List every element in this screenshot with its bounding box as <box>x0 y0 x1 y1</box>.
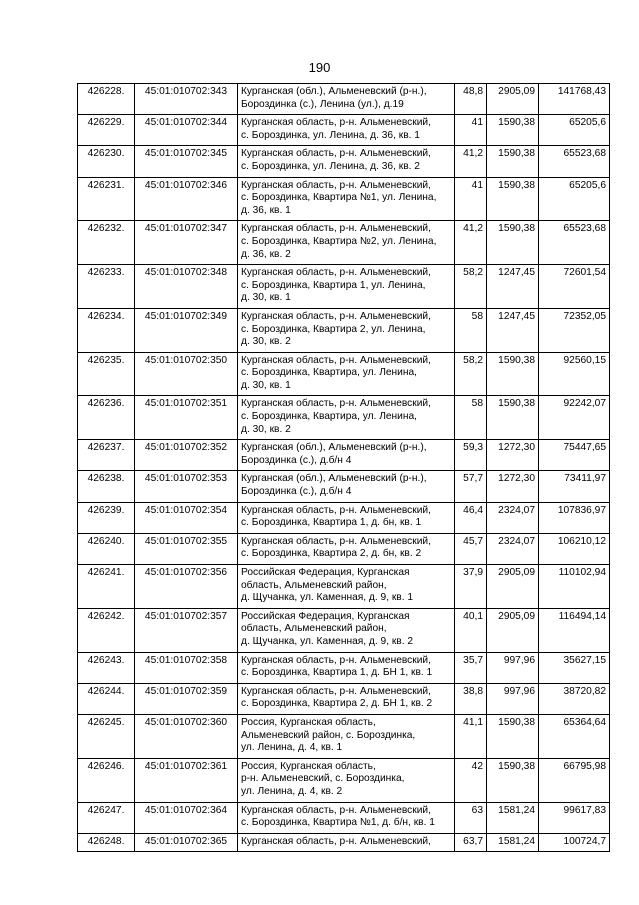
cadastral-number-cell: 45:01:010702:343 <box>135 84 238 115</box>
address-cell: Курганская область, р-н. Альменевский, с. Бороздинка, Квартира, ул. Ленина, д. 30, кв. 2 <box>238 396 455 440</box>
cadastral-value-cell: 100724,7 <box>539 833 610 852</box>
table-row <box>78 221 610 265</box>
cadastral-number-cell: 45:01:010702:356 <box>135 565 238 609</box>
address-cell: Россия, Курганская область, р-н. Альменевский, с. Бороздинка, ул. Ленина, д. 4, кв. 2 <box>238 758 455 802</box>
rate-cell: 997,96 <box>487 652 539 683</box>
table-row <box>78 440 610 471</box>
table-row <box>78 177 610 221</box>
address-cell: Курганская область, р-н. Альменевский, с. Бороздинка, Квартира №2, ул. Ленина, д. 36, кв. 2 <box>238 221 455 265</box>
table-row <box>78 565 610 609</box>
row-number-cell: 426241. <box>78 565 135 609</box>
cadastral-value-cell: 72601,54 <box>539 265 610 309</box>
rate-cell: 1272,30 <box>487 471 539 502</box>
table-row <box>78 471 610 502</box>
table-row <box>78 146 610 177</box>
address-cell: Курганская область, р-н. Альменевский, с. Бороздинка, Квартира 2, д. БН 1, кв. 2 <box>238 683 455 714</box>
table-row <box>78 802 610 833</box>
rate-cell: 1590,38 <box>487 146 539 177</box>
row-number-cell: 426239. <box>78 502 135 533</box>
rate-cell: 1590,38 <box>487 352 539 396</box>
table-row <box>78 683 610 714</box>
row-number-cell: 426246. <box>78 758 135 802</box>
area-cell: 35,7 <box>455 652 487 683</box>
address-cell: Россия, Курганская область, Альменевский район, с. Бороздинка, ул. Ленина, д. 4, кв. 1 <box>238 714 455 758</box>
cadastral-value-cell: 106210,12 <box>539 533 610 564</box>
address-cell: Курганская область, р-н. Альменевский, с. Бороздинка, Квартира 2, д. бн, кв. 2 <box>238 533 455 564</box>
cadastral-number-cell: 45:01:010702:346 <box>135 177 238 221</box>
table-row <box>78 265 610 309</box>
row-number-cell: 426242. <box>78 608 135 652</box>
cadastral-value-cell: 72352,05 <box>539 308 610 352</box>
rate-cell: 1247,45 <box>487 265 539 309</box>
cadastral-number-cell: 45:01:010702:345 <box>135 146 238 177</box>
rate-cell: 2324,07 <box>487 533 539 564</box>
address-cell: Курганская область, р-н. Альменевский, с. Бороздинка, ул. Ленина, д. 36, кв. 1 <box>238 115 455 146</box>
rate-cell: 1590,38 <box>487 115 539 146</box>
address-cell: Курганская область, р-н. Альменевский, с. Бороздинка, Квартира 2, ул. Ленина, д. 30, кв. 2 <box>238 308 455 352</box>
cadastral-number-cell: 45:01:010702:355 <box>135 533 238 564</box>
area-cell: 59,3 <box>455 440 487 471</box>
row-number-cell: 426244. <box>78 683 135 714</box>
row-number-cell: 426232. <box>78 221 135 265</box>
cadastral-number-cell: 45:01:010702:365 <box>135 833 238 852</box>
rate-cell: 1247,45 <box>487 308 539 352</box>
row-number-cell: 426237. <box>78 440 135 471</box>
address-cell: Курганская область, р-н. Альменевский, с. Бороздинка, Квартира 1, ул. Ленина, д. 30, кв. 1 <box>238 265 455 309</box>
address-cell: Российская Федерация, Курганская область, Альменевский район, д. Щучанка, ул. Каменная, д. 9, кв. 2 <box>238 608 455 652</box>
address-cell: Курганская область, р-н. Альменевский, с. Бороздинка, Квартира №1, ул. Ленина, д. 36, кв. 1 <box>238 177 455 221</box>
cadastral-value-cell: 92242,07 <box>539 396 610 440</box>
row-number-cell: 426230. <box>78 146 135 177</box>
cadastral-number-cell: 45:01:010702:361 <box>135 758 238 802</box>
table-row <box>78 308 610 352</box>
table-row <box>78 502 610 533</box>
row-number-cell: 426231. <box>78 177 135 221</box>
cadastral-number-cell: 45:01:010702:358 <box>135 652 238 683</box>
cadastral-number-cell: 45:01:010702:357 <box>135 608 238 652</box>
cadastral-number-cell: 45:01:010702:344 <box>135 115 238 146</box>
cadastral-value-cell: 38720,82 <box>539 683 610 714</box>
cadastral-value-cell: 110102,94 <box>539 565 610 609</box>
rate-cell: 1590,38 <box>487 221 539 265</box>
rate-cell: 1581,24 <box>487 833 539 852</box>
address-cell: Курганская область, р-н. Альменевский, с. Бороздинка, Квартира, ул. Ленина, д. 30, кв. 1 <box>238 352 455 396</box>
row-number-cell: 426234. <box>78 308 135 352</box>
address-cell: Курганская (обл.), Альменевский (р-н.), Бороздинка (с.), Ленина (ул.), д.19 <box>238 84 455 115</box>
area-cell: 46,4 <box>455 502 487 533</box>
address-cell: Курганская область, р-н. Альменевский, с. Бороздинка, ул. Ленина, д. 36, кв. 2 <box>238 146 455 177</box>
area-cell: 57,7 <box>455 471 487 502</box>
cadastral-number-cell: 45:01:010702:348 <box>135 265 238 309</box>
rate-cell: 2905,09 <box>487 608 539 652</box>
row-number-cell: 426233. <box>78 265 135 309</box>
cadastral-value-cell: 107836,97 <box>539 502 610 533</box>
area-cell: 41,2 <box>455 146 487 177</box>
cadastral-value-cell: 66795,98 <box>539 758 610 802</box>
cadastral-value-cell: 75447,65 <box>539 440 610 471</box>
area-cell: 40,1 <box>455 608 487 652</box>
cadastral-value-cell: 65523,68 <box>539 146 610 177</box>
area-cell: 41,2 <box>455 221 487 265</box>
table-row <box>78 608 610 652</box>
rate-cell: 997,96 <box>487 683 539 714</box>
cadastral-value-cell: 65205,6 <box>539 177 610 221</box>
row-number-cell: 426228. <box>78 84 135 115</box>
table-row <box>78 652 610 683</box>
area-cell: 41 <box>455 177 487 221</box>
area-cell: 58 <box>455 396 487 440</box>
rate-cell: 1590,38 <box>487 714 539 758</box>
rate-cell: 2905,09 <box>487 565 539 609</box>
rate-cell: 1590,38 <box>487 758 539 802</box>
cadastral-value-cell: 92560,15 <box>539 352 610 396</box>
area-cell: 42 <box>455 758 487 802</box>
address-cell: Курганская область, р-н. Альменевский, <box>238 833 455 852</box>
row-number-cell: 426240. <box>78 533 135 564</box>
rate-cell: 1581,24 <box>487 802 539 833</box>
cadastral-value-cell: 65364,64 <box>539 714 610 758</box>
area-cell: 58,2 <box>455 265 487 309</box>
area-cell: 45,7 <box>455 533 487 564</box>
cadastral-value-cell: 35627,15 <box>539 652 610 683</box>
area-cell: 48,8 <box>455 84 487 115</box>
cadastral-number-cell: 45:01:010702:352 <box>135 440 238 471</box>
area-cell: 63 <box>455 802 487 833</box>
row-number-cell: 426238. <box>78 471 135 502</box>
cadastral-value-cell: 141768,43 <box>539 84 610 115</box>
table-row <box>78 396 610 440</box>
cadastral-number-cell: 45:01:010702:364 <box>135 802 238 833</box>
cadastral-number-cell: 45:01:010702:351 <box>135 396 238 440</box>
area-cell: 58,2 <box>455 352 487 396</box>
cadastral-value-cell: 73411,97 <box>539 471 610 502</box>
cadastral-number-cell: 45:01:010702:349 <box>135 308 238 352</box>
cadastral-number-cell: 45:01:010702:347 <box>135 221 238 265</box>
cadastral-number-cell: 45:01:010702:353 <box>135 471 238 502</box>
rate-cell: 2905,09 <box>487 84 539 115</box>
cadastral-number-cell: 45:01:010702:354 <box>135 502 238 533</box>
area-cell: 37,9 <box>455 565 487 609</box>
page-number: 190 <box>308 60 331 75</box>
table-row <box>78 533 610 564</box>
row-number-cell: 426248. <box>78 833 135 852</box>
cadastral-number-cell: 45:01:010702:360 <box>135 714 238 758</box>
rate-cell: 2324,07 <box>487 502 539 533</box>
address-cell: Курганская область, р-н. Альменевский, с. Бороздинка, Квартира 1, д. бн, кв. 1 <box>238 502 455 533</box>
property-table <box>77 83 610 852</box>
cadastral-value-cell: 65205,6 <box>539 115 610 146</box>
cadastral-value-cell: 65523,68 <box>539 221 610 265</box>
table-row <box>78 84 610 115</box>
table-row <box>78 352 610 396</box>
table-row <box>78 833 610 852</box>
address-cell: Курганская (обл.), Альменевский (р-н.), Бороздинка (с.), д.б/н 4 <box>238 440 455 471</box>
address-cell: Курганская область, р-н. Альменевский, с. Бороздинка, Квартира №1, д. б/н, кв. 1 <box>238 802 455 833</box>
area-cell: 41 <box>455 115 487 146</box>
cadastral-value-cell: 116494,14 <box>539 608 610 652</box>
table-row <box>78 115 610 146</box>
table-row <box>78 714 610 758</box>
address-cell: Российская Федерация, Курганская область, Альменевский район, д. Щучанка, ул. Каменная, д. 9, кв. 1 <box>238 565 455 609</box>
area-cell: 38,8 <box>455 683 487 714</box>
row-number-cell: 426229. <box>78 115 135 146</box>
address-cell: Курганская (обл.), Альменевский (р-н.), Бороздинка (с.), д.б/н 4 <box>238 471 455 502</box>
address-cell: Курганская область, р-н. Альменевский, с. Бороздинка, Квартира 1, д. БН 1, кв. 1 <box>238 652 455 683</box>
table-body <box>78 84 610 852</box>
area-cell: 41,1 <box>455 714 487 758</box>
rate-cell: 1590,38 <box>487 177 539 221</box>
area-cell: 58 <box>455 308 487 352</box>
row-number-cell: 426243. <box>78 652 135 683</box>
rate-cell: 1272,30 <box>487 440 539 471</box>
cadastral-number-cell: 45:01:010702:359 <box>135 683 238 714</box>
cadastral-number-cell: 45:01:010702:350 <box>135 352 238 396</box>
row-number-cell: 426236. <box>78 396 135 440</box>
row-number-cell: 426247. <box>78 802 135 833</box>
table-row <box>78 758 610 802</box>
row-number-cell: 426245. <box>78 714 135 758</box>
row-number-cell: 426235. <box>78 352 135 396</box>
rate-cell: 1590,38 <box>487 396 539 440</box>
cadastral-value-cell: 99617,83 <box>539 802 610 833</box>
area-cell: 63,7 <box>455 833 487 852</box>
